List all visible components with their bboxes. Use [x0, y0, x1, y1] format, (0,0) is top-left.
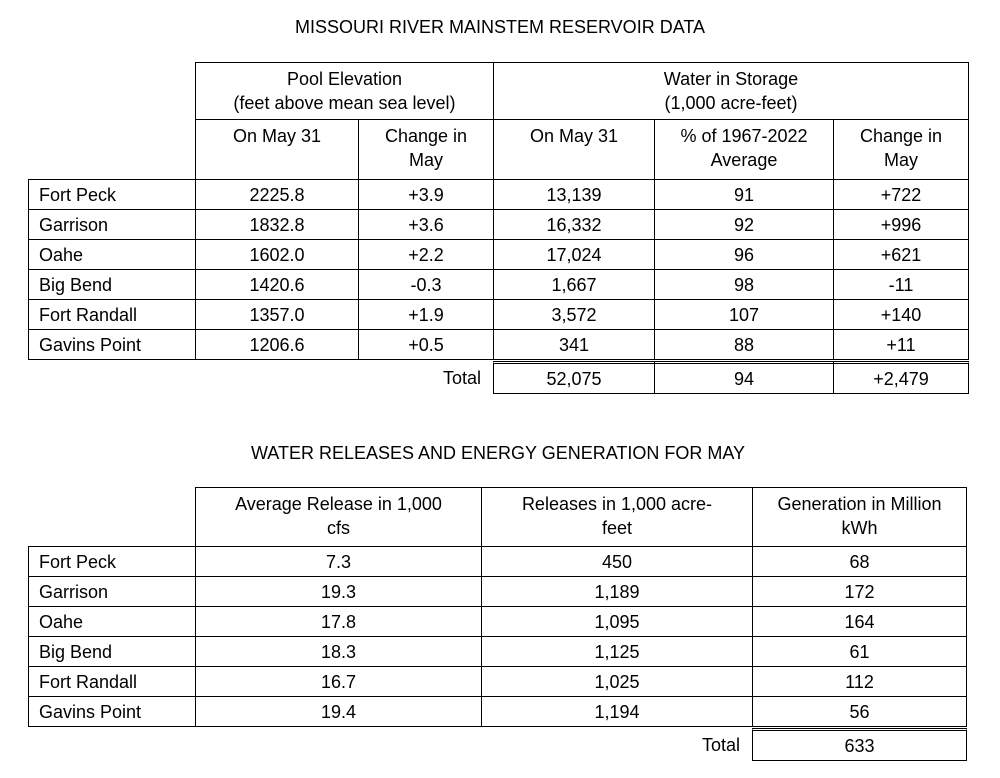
- col-header-pool-on-may-31: On May 31: [195, 119, 359, 180]
- reservoir-storage-change: +621: [833, 239, 969, 270]
- release-releases-acre-feet: 1,095: [481, 606, 753, 637]
- col-header-pool-change: Change in May: [358, 119, 494, 180]
- reservoir-station-name: Garrison: [28, 209, 196, 240]
- col-header-generation: Generation in Million kWh: [752, 487, 967, 547]
- reservoir-storage-change: +11: [833, 329, 969, 360]
- reservoir-pool-elevation: 1420.6: [195, 269, 359, 300]
- reservoir-storage-on-may-31: 3,572: [493, 299, 655, 330]
- release-average-release: 17.8: [195, 606, 482, 637]
- reservoir-storage-pct-average: 92: [654, 209, 834, 240]
- reservoir-storage-change: +722: [833, 179, 969, 210]
- reservoir-storage-change: +996: [833, 209, 969, 240]
- release-generation: 164: [752, 606, 967, 637]
- release-average-release: 19.4: [195, 696, 482, 727]
- release-station-name: Big Bend: [28, 636, 196, 667]
- col-header-average-release: Average Release in 1,000 cfs: [195, 487, 482, 547]
- reservoir-pool-change: +3.9: [358, 179, 494, 210]
- reservoir-storage-pct-average: 88: [654, 329, 834, 360]
- reservoir-title: MISSOURI RIVER MAINSTEM RESERVOIR DATA: [294, 17, 706, 37]
- storage-total-label: Total: [442, 367, 481, 388]
- reservoir-station-name: Fort Peck: [28, 179, 196, 210]
- reservoir-station-name: Fort Randall: [28, 299, 196, 330]
- storage-total-pct-average: 94: [654, 361, 834, 394]
- reservoir-storage-change: -11: [833, 269, 969, 300]
- reservoir-pool-change: +0.5: [358, 329, 494, 360]
- reservoir-storage-on-may-31: 341: [493, 329, 655, 360]
- storage-total-on-may-31: 52,075: [493, 361, 655, 394]
- reservoir-pool-elevation: 1602.0: [195, 239, 359, 270]
- col-header-storage-change: Change in May: [833, 119, 969, 180]
- reservoir-pool-change: -0.3: [358, 269, 494, 300]
- col-header-releases-acre-feet: Releases in 1,000 acre- feet: [481, 487, 753, 547]
- reservoir-pool-elevation: 1206.6: [195, 329, 359, 360]
- releases-title: WATER RELEASES AND ENERGY GENERATION FOR MAY: [250, 443, 746, 463]
- storage-total-change: +2,479: [833, 361, 969, 394]
- reservoir-storage-on-may-31: 1,667: [493, 269, 655, 300]
- release-average-release: 7.3: [195, 546, 482, 577]
- reservoir-station-name: Oahe: [28, 239, 196, 270]
- reservoir-station-name: Big Bend: [28, 269, 196, 300]
- reservoir-storage-pct-average: 107: [654, 299, 834, 330]
- release-average-release: 18.3: [195, 636, 482, 667]
- reservoir-pool-elevation: 2225.8: [195, 179, 359, 210]
- generation-total-label: Total: [701, 735, 740, 755]
- generation-total: 633: [752, 728, 967, 761]
- col-header-storage-on-may-31: On May 31: [493, 119, 655, 180]
- reservoir-storage-pct-average: 91: [654, 179, 834, 210]
- release-releases-acre-feet: 450: [481, 546, 753, 577]
- reservoir-pool-elevation: 1357.0: [195, 299, 359, 330]
- release-average-release: 19.3: [195, 576, 482, 607]
- release-average-release: 16.7: [195, 666, 482, 697]
- reservoir-station-name: Gavins Point: [28, 329, 196, 360]
- release-station-name: Fort Randall: [28, 666, 196, 697]
- reservoir-storage-pct-average: 98: [654, 269, 834, 300]
- release-station-name: Oahe: [28, 606, 196, 637]
- release-releases-acre-feet: 1,189: [481, 576, 753, 607]
- release-generation: 172: [752, 576, 967, 607]
- release-releases-acre-feet: 1,025: [481, 666, 753, 697]
- reservoir-pool-change: +3.6: [358, 209, 494, 240]
- reservoir-storage-pct-average: 96: [654, 239, 834, 270]
- release-station-name: Gavins Point: [28, 696, 196, 727]
- reservoir-storage-on-may-31: 13,139: [493, 179, 655, 210]
- release-generation: 68: [752, 546, 967, 577]
- release-releases-acre-feet: 1,125: [481, 636, 753, 667]
- reservoir-storage-on-may-31: 16,332: [493, 209, 655, 240]
- release-station-name: Fort Peck: [28, 546, 196, 577]
- reservoir-storage-on-may-31: 17,024: [493, 239, 655, 270]
- reservoir-pool-elevation: 1832.8: [195, 209, 359, 240]
- release-generation: 61: [752, 636, 967, 667]
- release-generation: 56: [752, 696, 967, 727]
- water-storage-group-header: Water in Storage (1,000 acre-feet): [493, 62, 969, 120]
- reservoir-pool-change: +1.9: [358, 299, 494, 330]
- release-generation: 112: [752, 666, 967, 697]
- release-station-name: Garrison: [28, 576, 196, 607]
- pool-elevation-group-header: Pool Elevation (feet above mean sea level): [195, 62, 494, 120]
- col-header-storage-pct-average: % of 1967-2022 Average: [654, 119, 834, 180]
- reservoir-storage-change: +140: [833, 299, 969, 330]
- reservoir-pool-change: +2.2: [358, 239, 494, 270]
- release-releases-acre-feet: 1,194: [481, 696, 753, 727]
